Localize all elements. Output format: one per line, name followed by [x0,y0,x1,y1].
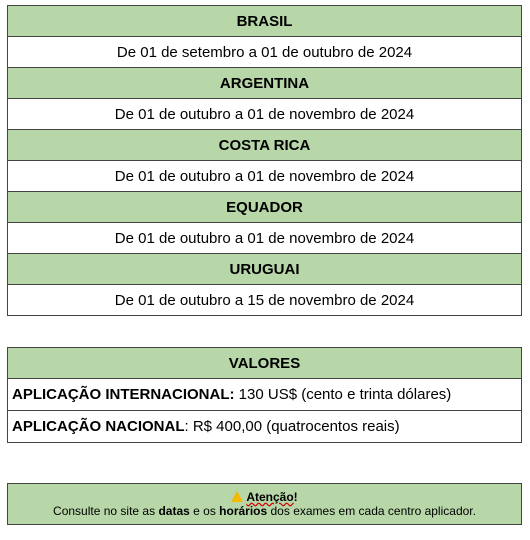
period-row [8,285,522,316]
country-header-row [8,6,522,37]
schedule-table [7,5,522,316]
prices-title: VALORES [8,348,522,379]
country-name: URUGUAI [8,254,522,285]
national-price-row [8,411,522,443]
notice-text-part: dos exames em cada centro aplicador. [267,504,476,518]
period-row [8,37,522,68]
notice-cell [8,484,522,525]
country-header-row [8,130,522,161]
country-header-row [8,254,522,285]
country-header-row [8,68,522,99]
period-row [8,161,522,192]
national-price-label: APLICAÇÃO NACIONAL [12,418,185,435]
notice-row [8,484,522,525]
notice-bold-times: horários [219,504,268,518]
notice-bold-dates: datas [158,504,190,518]
country-name: COSTA RICA [8,130,522,161]
notice-text-part: Consulte no site as [53,504,159,518]
country-name: ARGENTINA [8,68,522,99]
period-text: De 01 de setembro a 01 de outubro de 2024 [8,37,522,68]
notice-heading [8,490,521,504]
notice-box [7,483,522,525]
prices-header-row [8,348,522,379]
period-text: De 01 de outubro a 15 de novembro de 2024 [8,285,522,316]
country-name: EQUADOR [8,192,522,223]
warning-icon [231,491,243,502]
period-text: De 01 de outubro a 01 de novembro de 2024 [8,99,522,130]
international-price-row [8,379,522,411]
notice-text [8,504,521,518]
international-price-label: APLICAÇÃO INTERNACIONAL: [12,386,235,403]
country-header-row [8,192,522,223]
national-price-cell [8,411,522,443]
notice-text-part: e os [189,504,220,518]
notice-heading-suffix: ! [293,490,298,504]
international-price-cell [8,379,522,411]
period-row [8,99,522,130]
national-price-value: : R$ 400,00 (quatrocentos reais) [184,418,400,435]
period-row [8,223,522,254]
prices-table [7,347,522,443]
period-text: De 01 de outubro a 01 de novembro de 2024 [8,161,522,192]
international-price-value: 130 US$ (cento e trinta dólares) [234,386,452,403]
period-text: De 01 de outubro a 01 de novembro de 2024 [8,223,522,254]
country-name: BRASIL [8,6,522,37]
notice-heading-word: Atenção [246,490,294,504]
